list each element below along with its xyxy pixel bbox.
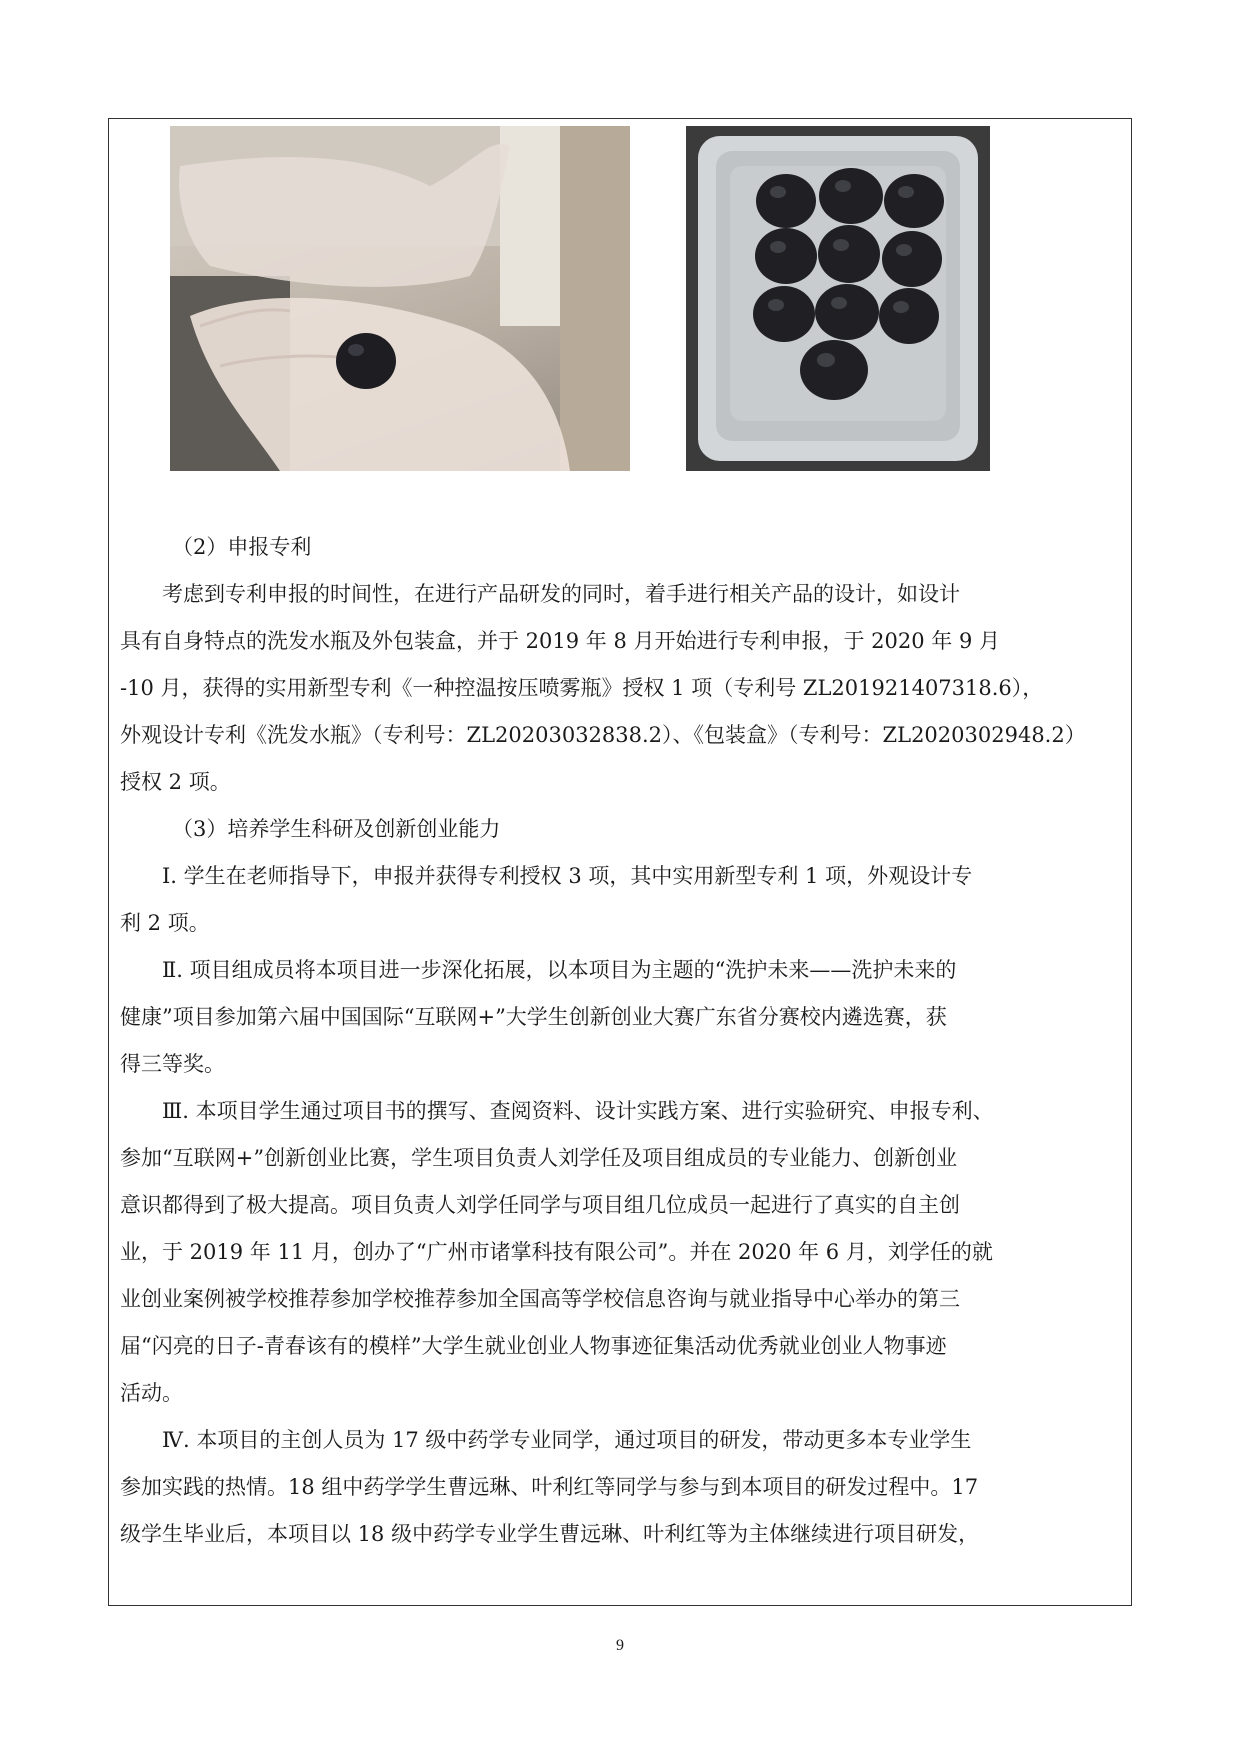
photo-gloved-hand-illustration — [170, 126, 630, 471]
text-line: 届“闪亮的日子-青春该有的模样”大学生就业创业人物事迹征集活动优秀就业创业人物事迹 — [120, 1334, 947, 1358]
text-line: 授权 2 项。 — [120, 770, 231, 794]
text-line: 得三等奖。 — [120, 1052, 225, 1076]
text-line: -10 月，获得的实用新型专利《一种控温按压喷雾瓶》授权 1 项（专利号 ZL201921407318.6）， — [120, 676, 1044, 700]
photo-container-illustration — [686, 126, 990, 471]
section-patent — [120, 524, 1130, 1558]
text-line: 外观设计专利《洗发水瓶》（专利号：ZL20203032838.2）、《包装盒》（专利号：ZL2020302948.2） — [120, 723, 1086, 747]
text-line: 考虑到专利申报的时间性，在进行产品研发的同时，着手进行相关产品的设计，如设计 — [162, 582, 960, 606]
photo-gloved-hand-with-ball — [170, 126, 630, 471]
text-line: 业，于 2019 年 11 月，创办了“广州市诸掌科技有限公司”。并在 2020 年 6 月，刘学任的就 — [120, 1240, 993, 1264]
text-line: 参加“互联网+”创新创业比赛，学生项目负责人刘学任及项目组成员的专业能力、创新创业 — [120, 1146, 958, 1170]
text-line: 具有自身特点的洗发水瓶及外包装盒，并于 2019 年 8 月开始进行专利申报，于 2020 年 9 月 — [120, 629, 1001, 653]
text-line: 健康”项目参加第六届中国国际“互联网+”大学生创新创业大赛广东省分赛校内遴选赛，获 — [120, 1005, 947, 1029]
text-line: 参加实践的热情。18 组中药学学生曹远琳、叶利红等同学与参与到本项目的研发过程中。17 — [120, 1475, 979, 1499]
section-heading: （2）申报专利 — [172, 535, 312, 559]
text-line: 业创业案例被学校推荐参加学校推荐参加全国高等学校信息咨询与就业指导中心举办的第三 — [120, 1287, 960, 1311]
section-heading: （3）培养学生科研及创新创业能力 — [172, 817, 501, 841]
text-line: Ⅲ. 本项目学生通过项目书的撰写、查阅资料、设计实践方案、进行实验研究、申报专利、 — [162, 1099, 994, 1123]
text-line: 活动。 — [120, 1381, 183, 1405]
photo-container-with-balls — [686, 126, 990, 471]
text-line: 利 2 项。 — [120, 911, 210, 935]
text-line: Ⅰ. 学生在老师指导下，申报并获得专利授权 3 项，其中实用新型专利 1 项，外观设计专 — [162, 864, 973, 888]
text-line: 意识都得到了极大提高。项目负责人刘学任同学与项目组几位成员一起进行了真实的自主创 — [120, 1193, 960, 1217]
text-line: 级学生毕业后，本项目以 18 级中药学专业学生曹远琳、叶利红等为主体继续进行项目研发， — [120, 1522, 980, 1546]
text-line: Ⅳ. 本项目的主创人员为 17 级中药学专业同学，通过项目的研发，带动更多本专业学生 — [162, 1428, 972, 1452]
text-line: Ⅱ. 项目组成员将本项目进一步深化拓展，以本项目为主题的“洗护未来——洗护未来的 — [162, 958, 957, 982]
page-number: 9 — [616, 1637, 624, 1654]
